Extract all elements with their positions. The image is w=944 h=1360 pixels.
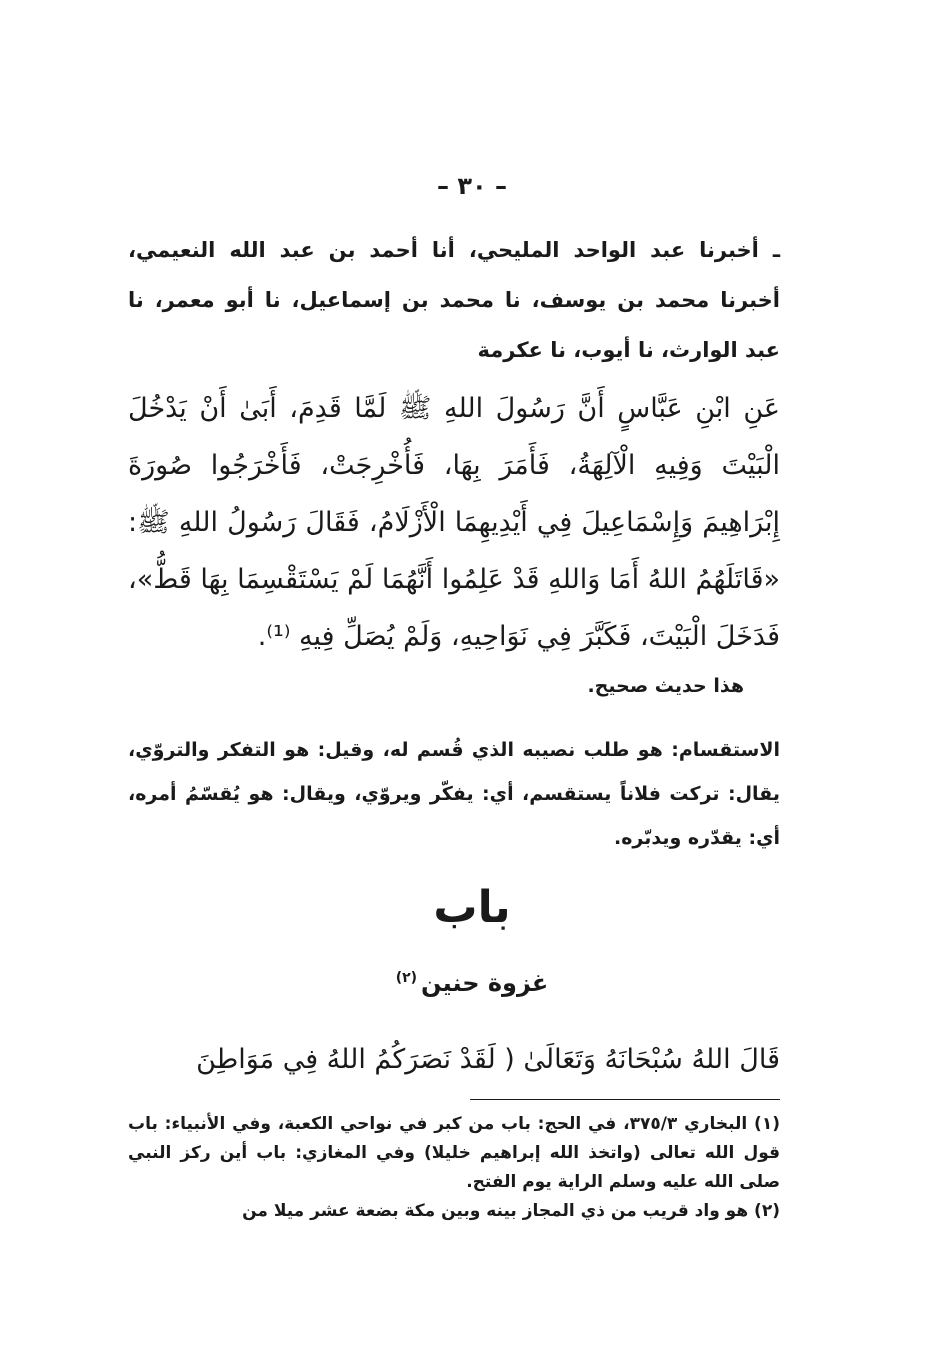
word-explanation: الاستقسام: هو طلب نصيبه الذي قُسم له، وقيل: هو التفكر والتروّي، يقال: تركت فلاناً يستقسم، أي: يفكّر ويروّي، ويقال: هو يُقسّمُ أمره، أي: يقدّره ويدبّره. [128,739,780,849]
quran-verse: قَالَ اللهُ سُبْحَانَهُ وَتَعَالَىٰ ( لَقَدْ نَصَرَكُمُ اللهُ فِي مَوَاطِنَ [196,1044,780,1075]
chapter-heading: باب [433,882,511,933]
footnotes [128,1110,780,1226]
section-title: غزوة حنين [421,969,549,997]
page-number: – ٣٠ – [436,172,507,200]
hadith-grading: هذا حديث صحيح. [587,675,744,697]
footnote-2: (٢) هو واد قريب من ذي المجاز بينه وبين مكة بضعة عشر ميلا من [242,1201,780,1221]
footnote-1: (١) البخاري ٣٧٥/٣، في الحج: باب من كبر في نواحي الكعبة، وفي الأنبياء: باب قول الله تعالى (واتخذ الله إبراهيم خليلا) وفي المغازي: باب أين ركز النبي صلى الله عليه وسلم الراية يوم الفتح. [128,1114,780,1192]
section-heading [0,956,944,1005]
isnad-paragraph: ـ أخبرنا عبد الواحد المليحي، أنا أحمد بن عبد الله النعيمي، أخبرنا محمد بن يوسف، نا محمد بن إسماعيل، نا أبو معمر، نا عبد الوارث، نا أيوب، نا عكرمة [128,238,780,362]
footnote-divider [470,1099,780,1100]
section-footnote-marker: (٢) [395,970,418,986]
hadith-text: عَنِ ابْنِ عَبَّاسٍ أَنَّ رَسُولَ اللهِ ﷺ لَمَّا قَدِمَ، أَبَىٰ أَنْ يَدْخُلَ الْبَيْتَ وَفِيهِ الْآلِهَةُ، فَأَمَرَ بِهَا، فَأُخْرِجَتْ، فَأَخْرَجُوا صُورَةَ إِبْرَاهِيمَ وَإِسْمَاعِيلَ فِي أَيْدِيهِمَا الْأَزْلَامُ، فَقَالَ رَسُولُ اللهِ ﷺ: «قَاتَلَهُمُ اللهُ أَمَا وَاللهِ قَدْ عَلِمُوا أَنَّهُمَا لَمْ يَسْتَقْسِمَا بِهَا قَطُّ»، فَدَخَلَ الْبَيْتَ، فَكَبَّرَ فِي نَوَاحِيهِ، وَلَمْ يُصَلِّ فِيهِ ⁽¹⁾. [128,393,780,652]
